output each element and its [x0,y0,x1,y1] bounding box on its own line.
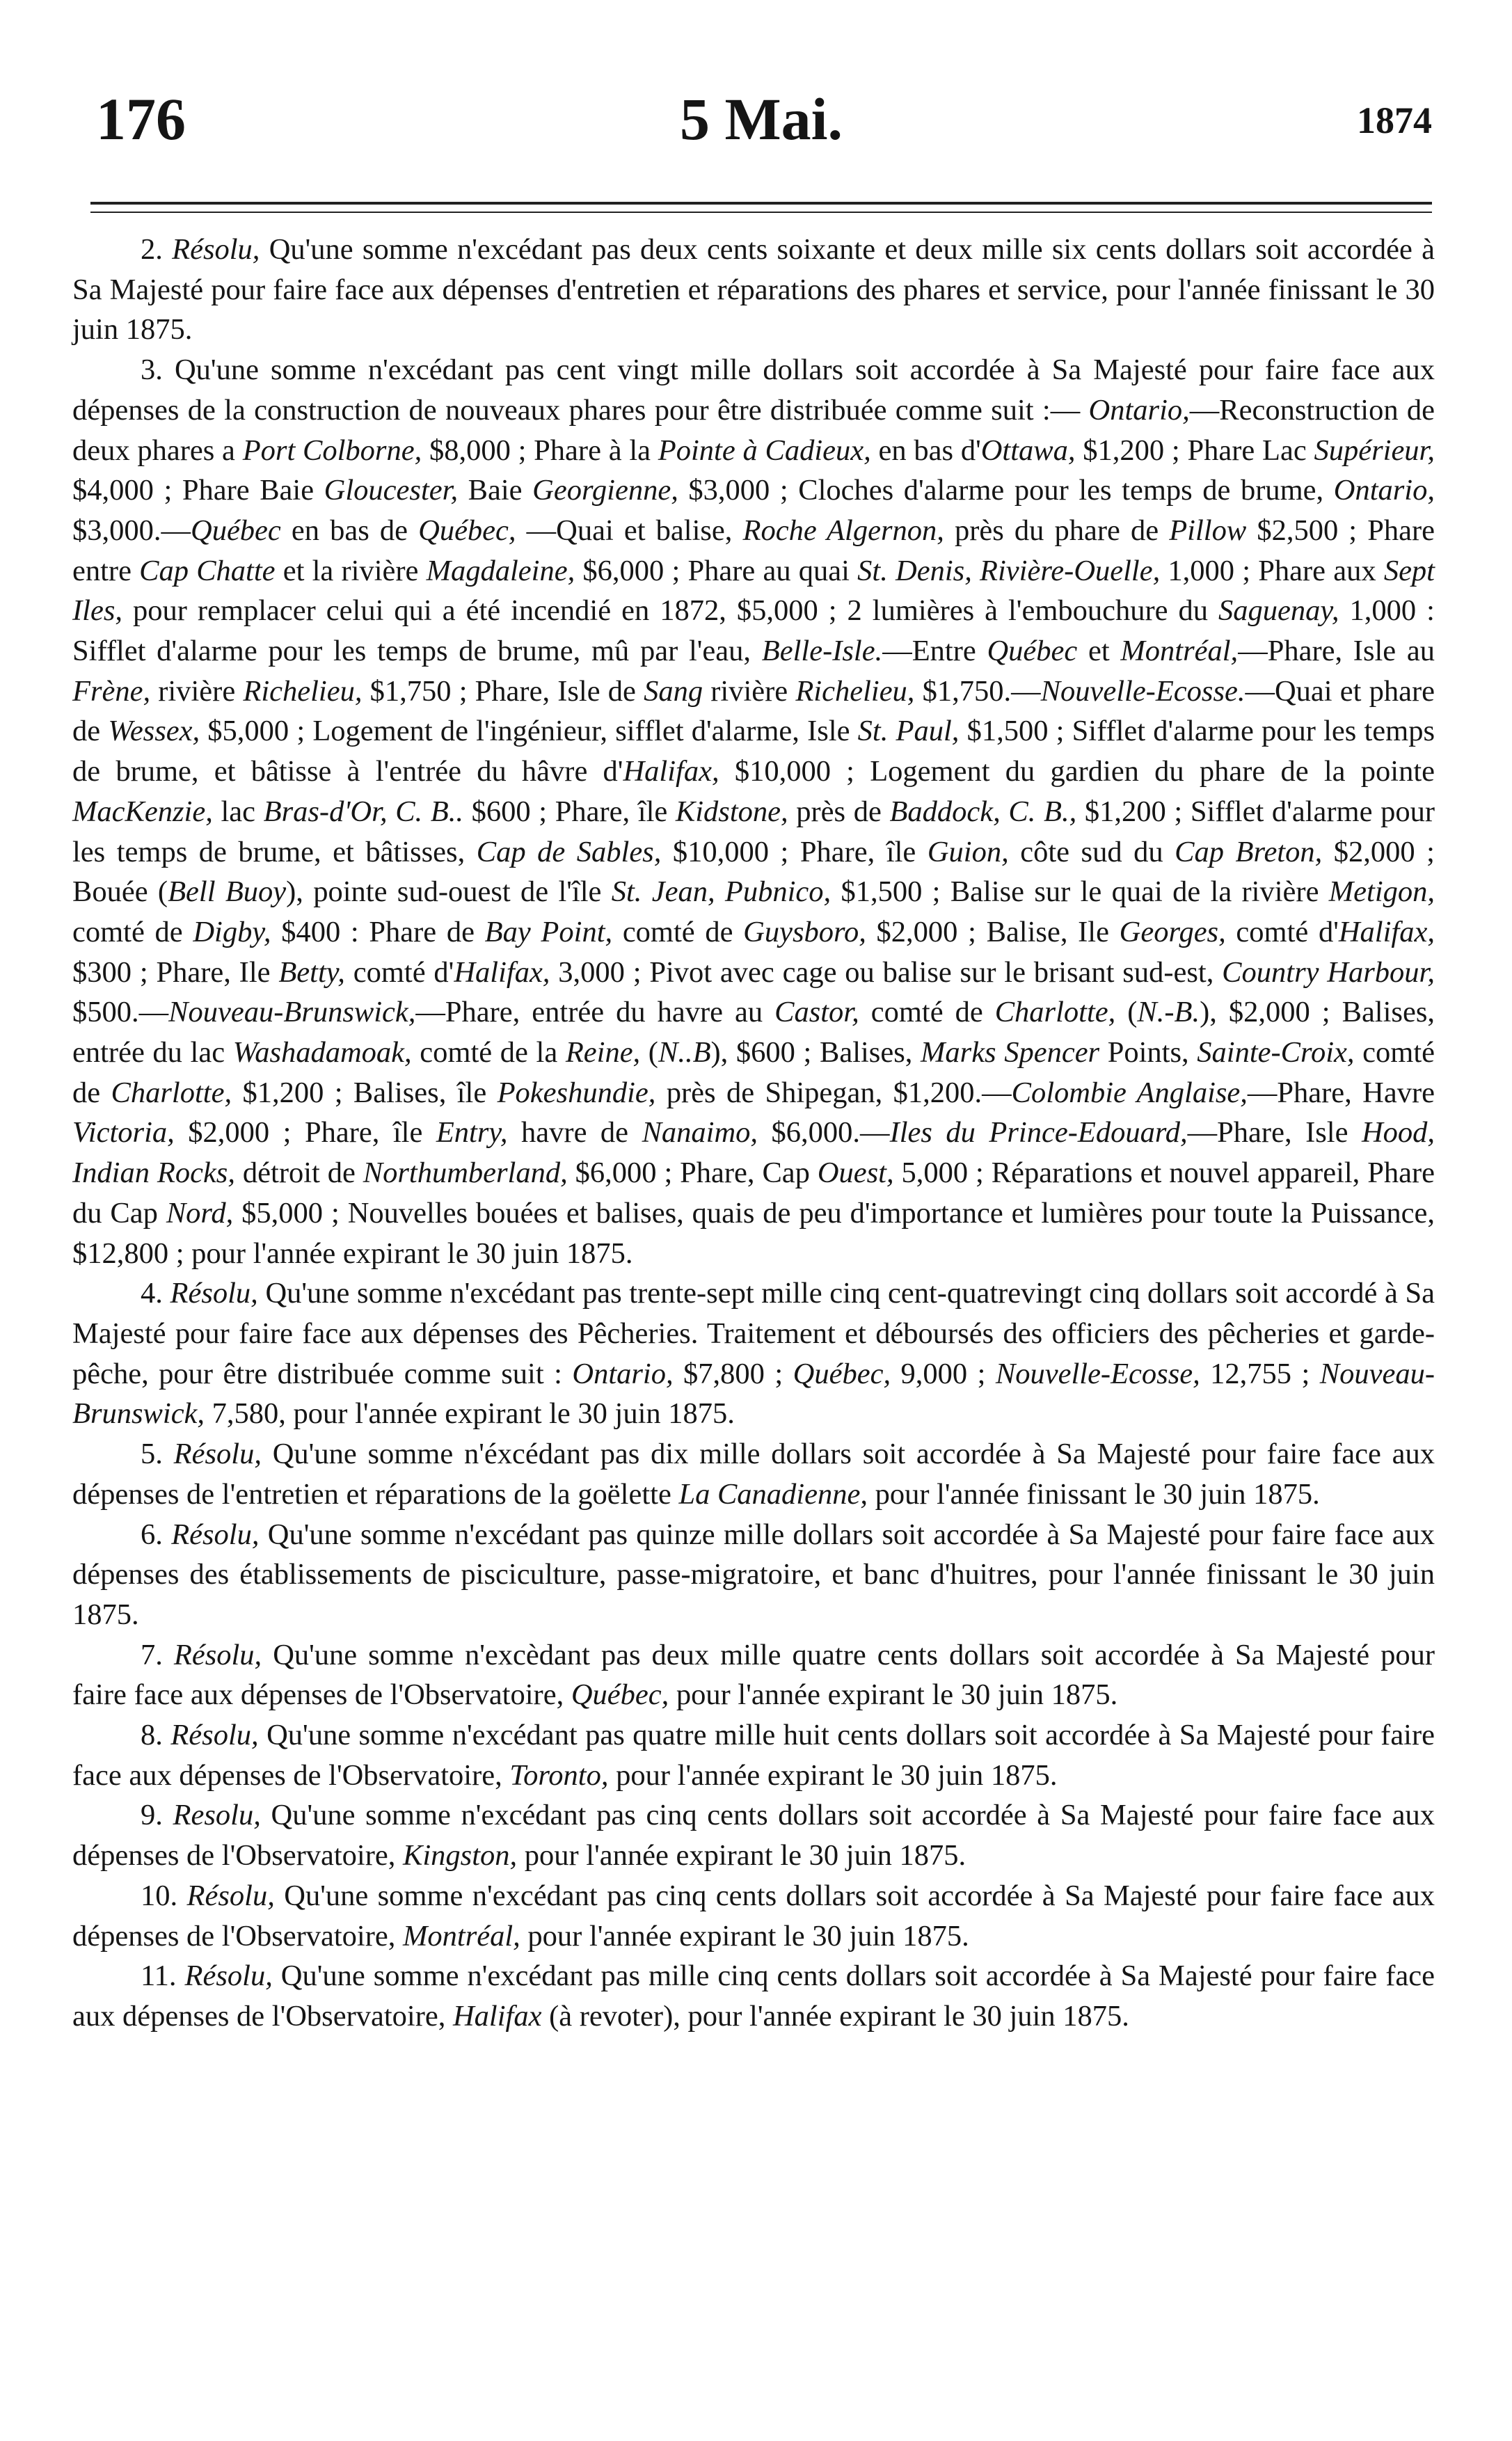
text-run: $300 ; Phare, Ile [72,955,279,989]
italic-text: Nanaimo, [642,1116,758,1150]
italic-text: La Canadienne, [678,1477,868,1511]
text-run: Points, [1099,1036,1197,1070]
italic-text: Nouveau-Brunswick, [72,1357,1435,1431]
page-header [90,86,1432,173]
text-run: comté d' [1225,915,1339,948]
italic-text: Wessex, [108,715,200,748]
italic-text: Québec, [418,514,516,547]
italic-text: Pointe à Cadieux, [658,434,871,467]
italic-text: Betty, [278,955,345,989]
italic-text: Country Harbour, [1222,955,1435,989]
text-run: Qu'une somme n'excédant pas trente-sept mille cinq cent-quatrevingt cinq dollars soit accordé à Sa Majesté pour faire face aux dépenses des Pêcheries. Traitement et déboursés des officiers des pêcheries et garde-pêche, pour être distribuée comme suit : [72,1277,1435,1390]
italic-text: St. Denis, Rivière-Ouelle, [857,554,1161,587]
text-run: havre de [507,1116,642,1150]
text-run: $10,000 ; Logement du gardien du phare de la pointe [719,755,1435,788]
italic-text: Kingston, [403,1839,518,1873]
header-rule-thin [90,212,1432,213]
italic-text: Richelieu, [243,674,363,708]
text-run: rivière [150,674,244,708]
italic-text: Digby, [193,915,271,948]
italic-text: Sept Iles, [72,554,1435,628]
italic-text: Ontario, [1088,393,1190,427]
italic-text: MacKenzie, [72,795,213,828]
italic-text: Northumberland, [363,1156,568,1190]
text-run: pour l'année expirant le 30 juin 1875. [608,1758,1058,1792]
text-run: 7. [141,1638,174,1671]
italic-text: Georges, [1119,915,1226,948]
italic-text: Victoria, [72,1116,175,1150]
text-run: Qu'une somme n'excèdant pas deux mille quatre cents dollars soit accordée à Sa Majesté pour faire face aux dépenses de l'Observatoire, [72,1638,1435,1712]
text-run: Qu'une somme n'excédant pas quinze mille dollars soit accordée à Sa Majesté pour faire face aux dépenses des établissements de pisciculture, passe-migratoire, et banc d'huitres, pour l'année finissant le 30 juin 1875. [72,1518,1435,1631]
italic-text: Ouest, [817,1156,894,1190]
text-run: 9,000 ; [891,1357,996,1390]
text-run: Qu'une somme n'excédant pas deux cents soixante et deux mille six cents dollars soit accordée à Sa Majesté pour faire face aux dépenses d'entretien et réparations des phares et service, pour l'année finissant le 30 juin 1875. [72,233,1435,347]
text-run: $4,000 ; Phare Baie [72,474,324,507]
text-run: en bas d' [870,434,981,467]
italic-text: Résolu, [173,1438,262,1471]
italic-text: Belle-Isle. [761,635,883,668]
text-run: ), $600 ; Balises, [710,1036,921,1070]
italic-text: Guysboro, [743,915,866,948]
text-run: —Phare, Isle [1187,1116,1362,1150]
text-run: 9. [141,1799,173,1832]
italic-text: Nord, [166,1196,234,1230]
italic-text: Nouvelle-Ecosse, [995,1357,1200,1390]
text-run: $2,000 ; Bouée ( [72,835,1435,909]
italic-text: Résolu, [170,1719,259,1752]
italic-text: Magdaleine, [426,554,575,587]
text-run: —Phare, entrée du havre au [415,996,775,1029]
text-run: $1,200 ; Phare Lac [1075,434,1314,467]
text-run: $2,000 ; Phare, île [174,1116,436,1150]
italic-text: Québec [987,635,1078,668]
text-run: Baie [458,474,533,507]
italic-text: Saguenay, [1218,594,1339,628]
italic-text: Colombie Anglaise, [1011,1076,1248,1109]
italic-text: N.-B. [1137,996,1200,1029]
italic-text: Résolu, [171,1518,260,1551]
resolution-paragraph [72,1635,1435,1715]
italic-text: Iles du Prince-Edouard, [889,1116,1188,1150]
text-run: pour l'année finissant le 30 juin 1875. [867,1477,1320,1511]
text-run: 1,000 ; Phare aux [1160,554,1384,587]
italic-text: Guion, [927,835,1009,868]
italic-text: Cap Chatte [139,554,276,587]
text-run: $6,000 ; Phare au quai [575,554,858,587]
italic-text: Pokeshundie, [497,1076,656,1109]
text-run: $1,750.— [914,674,1041,708]
text-run: 1,000 : Sifflet d'alarme pour les temps de brume, mû par l'eau, [72,594,1435,668]
italic-text: Resolu, [173,1799,261,1832]
resolution-paragraph [72,1795,1435,1875]
text-run: $3,000.— [72,514,191,547]
text-run: $2,500 ; Phare entre [72,514,1435,587]
text-run: et [1077,635,1121,668]
italic-text: Halifax, [623,755,719,788]
text-run: ), $2,000 ; Balises, entrée du lac [72,996,1435,1070]
resolution-paragraph [72,1273,1435,1434]
text-run: rivière [703,674,796,708]
italic-text: Port Colborne, [242,434,422,467]
text-run: lac [212,795,264,828]
italic-text: Halifax [452,1999,542,2033]
italic-text: Québec, [793,1357,891,1390]
text-run: près de Shipegan, $1,200.— [655,1076,1012,1109]
italic-text: Georgienne, [532,474,678,507]
text-run: Qu'une somme n'excédant pas quatre mille huit cents dollars soit accordée à Sa Majesté pour faire face aux dépenses de l'Observatoire, [72,1719,1435,1792]
italic-text: Québec, [571,1678,669,1712]
header-rule [90,202,1432,205]
text-run: ), pointe sud-ouest de l'île [286,875,612,909]
header-year: 1874 [1357,100,1432,141]
text-run: $7,800 ; [673,1357,793,1390]
italic-text: Reine, [565,1036,641,1070]
italic-text: Bras-d'Or, C. B.. [263,795,464,828]
text-run: $1,200 ; Balises, île [232,1076,498,1109]
text-run: $6,000 ; Phare, Cap [567,1156,818,1190]
text-run: 6. [141,1518,172,1551]
italic-text: Résolu, [184,1959,273,1993]
italic-text: Cap de Sables, [476,835,662,868]
resolution-paragraph [72,1515,1435,1635]
text-run: 2. [141,233,173,266]
text-run: Qu'une somme n'éxcédant pas dix mille dollars soit accordée à Sa Majesté pour faire face aux dépenses de l'entretien et réparations de la goëlette [72,1438,1435,1511]
text-run: $8,000 ; Phare à la [422,434,658,467]
italic-text: Ottawa, [980,434,1076,467]
text-run: 4. [141,1277,170,1310]
italic-text: Richelieu, [795,674,915,708]
text-run: côte sud du [1008,835,1175,868]
text-run: $600 ; Phare, île [463,795,676,828]
italic-text: Gloucester, [324,474,459,507]
italic-text: Résolu, [170,1277,258,1310]
italic-text: Supérieur, [1314,434,1435,467]
text-run: $500.— [72,996,169,1029]
text-run: en bas de [280,514,419,547]
italic-text: Ontario, [1333,474,1435,507]
italic-text: Toronto, [509,1758,609,1792]
text-run: 7,580, pour l'année expirant le 30 juin 1875. [205,1397,735,1431]
italic-text: Sainte-Croix, [1197,1036,1355,1070]
text-run: —Phare, Havre [1247,1076,1435,1109]
text-run: pour remplacer celui qui a été incendié en 1872, $5,000 ; 2 lumières à l'embouchure du [122,594,1219,628]
text-run: $1,500 ; Sifflet d'alarme pour les temps de brume, et bâtisse à l'entrée du hâvre d' [72,715,1435,788]
italic-text: Baddock, C. B., [889,795,1077,828]
italic-text: Metigon, [1328,875,1435,909]
text-run: 8. [141,1719,171,1752]
text-run: détroit de [234,1156,363,1190]
italic-text: Pillow [1169,514,1247,547]
text-run: $5,000 ; Logement de l'ingénieur, sifflet d'alarme, Isle [200,715,858,748]
text-run: 5,000 ; Réparations et nouvel appareil, Phare du Cap [72,1156,1435,1230]
text-run: près de [788,795,890,828]
text-run: $5,000 ; Nouvelles bouées et balises, quais de peu d'importance et lumières pour toute la Puissance, $12,800 ; pour l'année expirant le 30 juin 1875. [72,1196,1435,1270]
italic-text: Montréal, [403,1919,520,1953]
text-run: $6,000.— [758,1116,890,1150]
header-date: 5 Mai. [679,86,843,152]
text-run: $1,200 ; Sifflet d'alarme pour les temps de brume, et bâtisses, [72,795,1435,868]
italic-text: Halifax, [1338,915,1435,948]
text-run: comté de [72,1036,1435,1109]
italic-text: Hood, Indian Rocks, [72,1116,1435,1190]
text-run: 12,755 ; [1200,1357,1320,1390]
page-number: 176 [96,86,186,152]
text-run: comté de [859,996,995,1029]
text-run: (à revoter), pour l'année expirant le 30 juin 1875. [541,1999,1129,2033]
italic-text: Charlotte, [994,996,1116,1029]
italic-text: Bay Point, [484,915,613,948]
italic-text: Bell Buoy [168,875,287,909]
italic-text: Washadamoak, [232,1036,412,1070]
italic-text: Résolu, [173,1638,262,1671]
resolution-paragraph [72,1715,1435,1795]
text-run: Qu'une somme n'excédant pas cinq cents dollars soit accordée à Sa Majesté pour faire face aux dépenses de l'Observatoire, [72,1879,1435,1953]
text-run: $400 : Phare de [271,915,485,948]
italic-text: St. Paul, [857,715,960,748]
text-run: pour l'année expirant le 30 juin 1875. [517,1839,966,1873]
text-run: ( [1115,996,1138,1029]
text-run: —Quai et phare de [72,674,1435,748]
italic-text: Résolu, [172,233,260,266]
resolution-paragraph [72,1434,1435,1514]
italic-text: Québec [191,514,281,547]
resolution-paragraph [72,230,1435,350]
text-run: 3,000 ; Pivot avec cage ou balise sur le brisant sud-est, [550,955,1223,989]
text-run: $2,000 ; Balise, Ile [866,915,1120,948]
resolutions-text [72,230,1435,2037]
italic-text: Castor, [774,996,859,1029]
italic-text: Sang [644,674,703,708]
italic-text: Nouvelle-Ecosse. [1040,674,1246,708]
text-run: 10. [141,1879,187,1912]
text-run: près du phare de [944,514,1170,547]
text-run: $3,000 ; Cloches d'alarme pour les temps de brume, [678,474,1334,507]
italic-text: Ontario, [572,1357,674,1390]
text-run: 5. [141,1438,174,1471]
text-run: comté d' [344,955,454,989]
italic-text: St. Jean, Pubnico, [611,875,831,909]
text-run: Qu'une somme n'excédant pas mille cinq cents dollars soit accordée à Sa Majesté pour faire face aux dépenses de l'Observatoire, [72,1959,1435,2033]
text-run: 3. Qu'une somme n'excédant pas cent vingt mille dollars soit accordée à Sa Majesté pour faire face aux dépenses de la construction de nouveaux phares pour être distribuée comme suit :— [72,353,1435,427]
text-run: pour l'année expirant le 30 juin 1875. [520,1919,969,1953]
text-run: ( [640,1036,658,1070]
resolution-paragraph [72,1956,1435,2036]
text-run: —Entre [882,635,987,668]
text-run: $1,750 ; Phare, Isle de [362,674,644,708]
text-run: —Reconstruction de deux phares a [72,393,1435,467]
italic-text: Halifax, [454,955,550,989]
italic-text: Nouveau-Brunswick, [168,996,416,1029]
text-run: Qu'une somme n'excédant pas cinq cents dollars soit accordée à Sa Majesté pour faire face aux dépenses de l'Observatoire, [72,1799,1435,1873]
italic-text: N..B [658,1036,711,1070]
resolution-paragraph [72,1876,1435,1956]
text-run: pour l'année expirant le 30 juin 1875. [669,1678,1118,1712]
text-run: comté de [72,915,193,948]
text-run: —Phare, Isle au [1238,635,1435,668]
italic-text: Résolu, [186,1879,275,1912]
italic-text: Charlotte, [111,1076,232,1109]
text-run: $10,000 ; Phare, île [661,835,928,868]
italic-text: Cap Breton, [1175,835,1323,868]
text-run: 11. [141,1959,185,1993]
italic-text: Frène, [72,674,151,708]
italic-text: Entry, [436,1116,508,1150]
italic-text: Roche Algernon, [742,514,944,547]
text-run: —Quai et balise, [516,514,743,547]
text-run: comté de la [411,1036,566,1070]
text-run: comté de [612,915,744,948]
italic-text: Marks Spencer [921,1036,1100,1070]
italic-text: Montréal, [1120,635,1239,668]
resolution-paragraph [72,350,1435,1273]
text-run: $1,500 ; Balise sur le quai de la rivière [831,875,1329,909]
italic-text: Kidstone, [675,795,788,828]
text-run: et la rivière [275,554,427,587]
